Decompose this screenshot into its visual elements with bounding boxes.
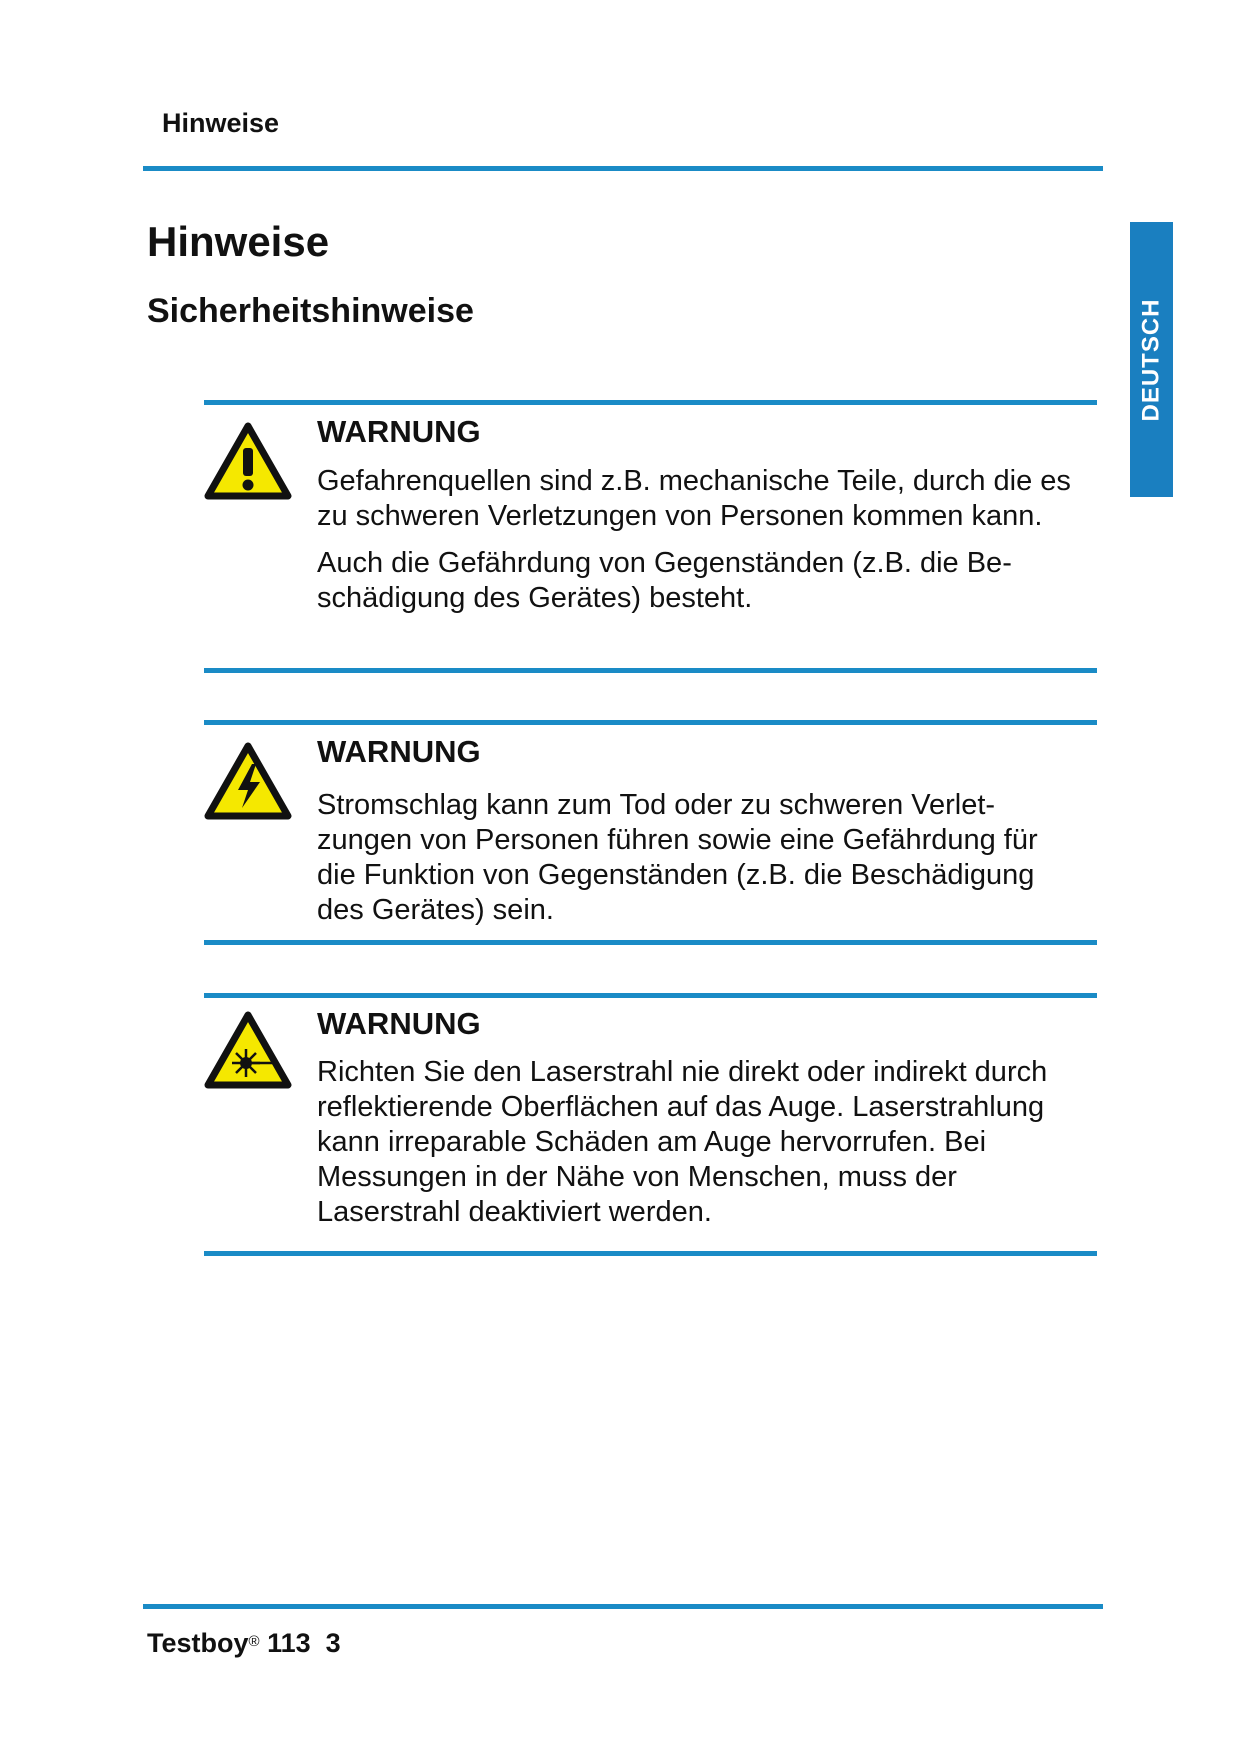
warning-title: WARNUNG	[317, 414, 481, 449]
page-number: 3	[325, 1628, 341, 1658]
warning-text	[317, 464, 1077, 628]
footer-brand: Testboy	[147, 1628, 249, 1658]
header-rule	[143, 166, 1103, 171]
warning-title: WARNUNG	[317, 1006, 481, 1041]
warning-bottom-rule	[204, 940, 1097, 945]
warning-bottom-rule	[204, 1251, 1097, 1256]
running-head: Hinweise	[162, 108, 280, 138]
warning-bottom-rule	[204, 668, 1097, 673]
exclamation-warning-icon	[204, 422, 292, 500]
footer	[147, 1628, 341, 1659]
section-subtitle: Sicherheitshinweise	[147, 292, 474, 330]
warning-paragraph: Gefahrenquellen sind z.B. mechanische Teile, durch die es zu schweren Verletzungen von Personen kommen kann.	[317, 465, 1071, 532]
warning-top-rule	[204, 993, 1097, 998]
language-tab	[1130, 222, 1173, 497]
warning-text	[317, 788, 1077, 940]
warning-top-rule	[204, 400, 1097, 405]
warning-top-rule	[204, 720, 1097, 725]
warning-box-mechanical	[204, 400, 1097, 680]
registered-mark: ®	[248, 1633, 260, 1650]
warning-box-electric	[204, 720, 1097, 950]
footer-model: 113	[267, 1628, 311, 1658]
warning-paragraph: Auch die Gefährdung von Gegenständen (z.B. die Beschädigung des Gerätes) besteht.	[317, 547, 1012, 614]
warning-title: WARNUNG	[317, 734, 481, 769]
page-title: Hinweise	[147, 218, 330, 265]
warning-paragraph: Richten Sie den Laserstrahl nie direkt oder indirekt durch reflektierende Oberflächen auf das Auge. Laserstrahlung kann irreparable Schäden am Auge hervorrufen. Bei Messungen in der Nähe von Menschen, muss der Laserstrahl deaktiviert werden.	[317, 1056, 1048, 1228]
laser-warning-icon	[204, 1011, 292, 1089]
warning-paragraph: Stromschlag kann zum Tod oder zu schweren Verletzungen von Personen führen sowie eine Gefährdung für die Funktion von Gegenständen (z.B. die Beschädigung des Gerätes) sein.	[317, 789, 1038, 926]
warning-text	[317, 1055, 1077, 1242]
language-tab-label: DEUTSCH	[1137, 297, 1165, 422]
warning-box-laser	[204, 993, 1097, 1263]
electric-shock-warning-icon	[204, 742, 292, 820]
footer-rule	[143, 1604, 1103, 1609]
